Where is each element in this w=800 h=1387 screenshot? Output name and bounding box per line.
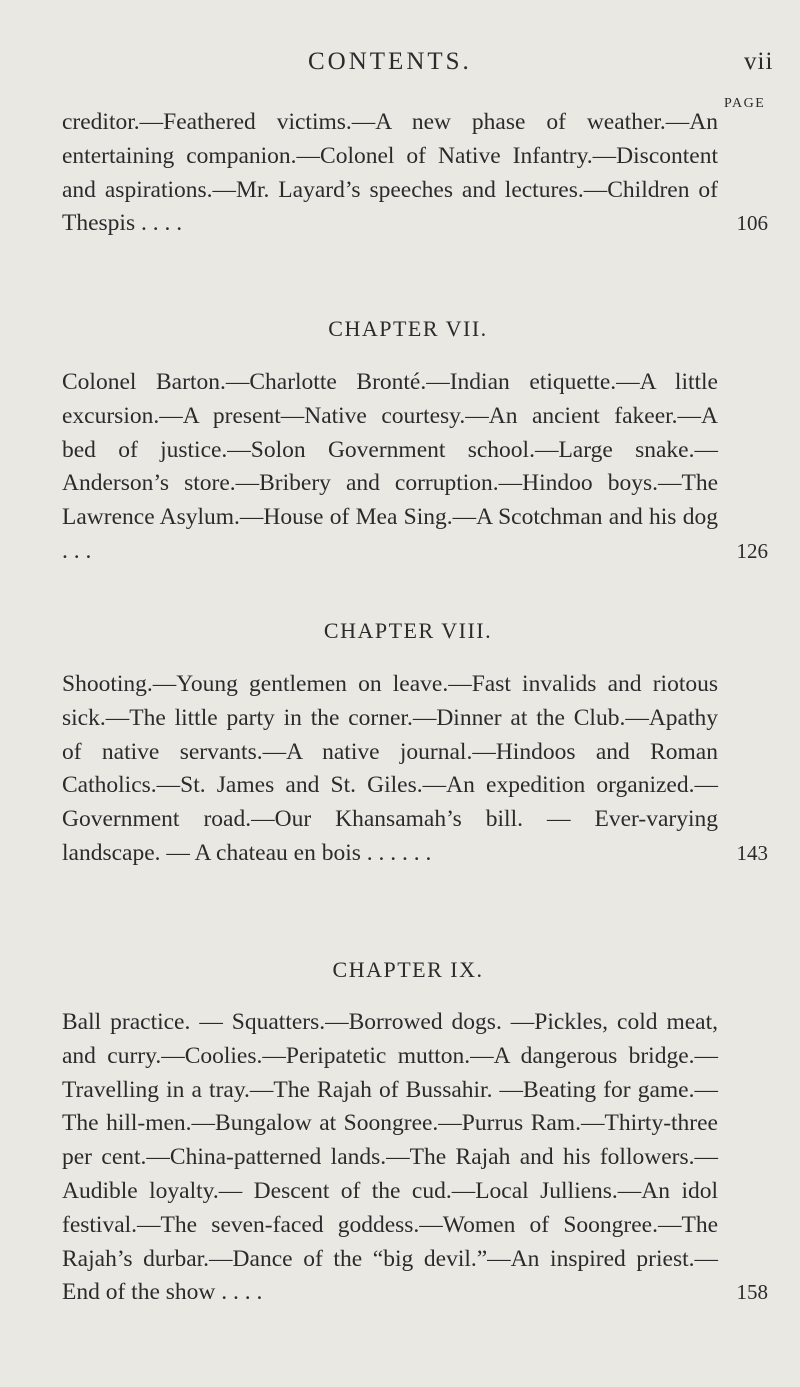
chapter-heading-vii [0,316,800,342]
chapter-heading-text: CHAPTER IX. [332,957,484,982]
chapter-heading-viii [0,618,800,644]
toc-entry-chapter-vii [62,366,797,569]
toc-entry-page-number: 126 [736,538,768,563]
chapter-heading-text: CHAPTER VIII. [323,618,493,643]
toc-entry-text: Ball practice. — Squatters.—Borrowed dogs. —Pickles, cold meat, and curry.—Coolies.—Peripatetic mutton.—A dangerous bridge.—Travelling in a tray.—The Rajah of Bussahir. —Beating for game.—The hill-men.—Bungalow at Soongree.—Purrus Ram.—Thirty-three per cent.—China-patterned lands.—The Rajah and his followers.—Audible loyalty.— Descent of the cud.—Local Julliens.—An idol festival.—The seven-faced goddess.—Women of Soongree.—The Rajah’s durbar.—Dance of the “big devil.”—An inspired priest.—End of the show . . . . [62,1009,718,1306]
toc-entry-page-number: 143 [736,840,768,865]
toc-entry-text: creditor.—Feathered victims.—A new phase of weather.—An entertaining companion.—Colonel of Native Infantry.—Discontent and aspirations.—Mr. Layard’s speeches and lectures.—Children of Thespis . . . . [62,109,718,237]
toc-entry-page-number: 106 [736,211,768,236]
toc-entry-page-number: 158 [736,1280,768,1305]
running-title: CONTENTS. [308,48,472,75]
toc-entry-chapter-ix [62,1006,797,1310]
toc-entry-text: Colonel Barton.—Charlotte Bronté.—Indian etiquette.—A little excursion.—A present—Native courtesy.—An ancient fakeer.—A bed of justice.—Solon Government school.—Large snake.—Anderson’s store.—Bribery and corruption.—Hindoo boys.—The Lawrence Asylum.—House of Mea Sing.—A Scotchman and his dog . . . [62,369,718,564]
toc-entry-chapter-viii [62,668,797,871]
toc-entry-continued [62,106,797,241]
page-folio: vii [744,48,774,75]
running-head [0,48,800,88]
chapter-heading-text: CHAPTER VII. [328,316,488,341]
chapter-heading-ix [0,957,800,983]
toc-entry-text: Shooting.—Young gentlemen on leave.—Fast invalids and riotous sick.—The little party in the corner.—Dinner at the Club.—Apathy of native servants.—A native journal.—Hindoos and Roman Catholics.—St. James and St. Giles.—An expedition organized.—Government road.—Our Khansamah’s bill. — Ever-varying landscape. — A chateau en bois . . . . . . [62,671,718,866]
page-column-label: PAGE [724,96,766,111]
